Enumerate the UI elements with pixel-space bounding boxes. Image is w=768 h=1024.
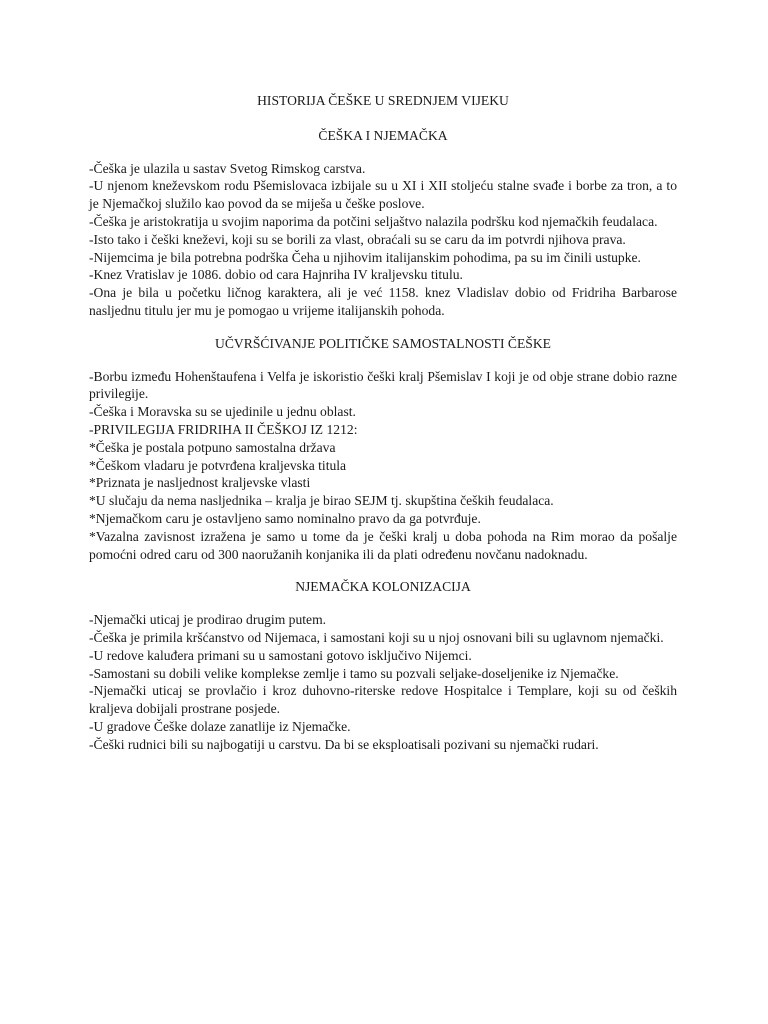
section-heading: UČVRŠĆIVANJE POLITIČKE SAMOSTALNOSTI ČEŠKE xyxy=(215,335,551,351)
paragraph: -Češka i Moravska su se ujedinile u jednu oblast. xyxy=(89,404,356,420)
document-title: HISTORIJA ČEŠKE U SREDNJEM VIJEKU xyxy=(257,93,509,108)
paragraph: -U njenom kneževskom rodu Pšemislovaca izbijale su u XI i XII stoljeću stalne svađe i borbe za tron, a to je Njemačkoj služilo kao povod da se miješa u češke poslove. xyxy=(89,178,677,212)
paragraph: -Češki rudnici bili su najbogatiji u carstvu. Da bi se eksploatisali pozivani su njemački rudari. xyxy=(89,736,599,752)
list-item: *Vazalna zavisnost izražena je samo u tome da je češki kralj u doba pohoda na Rim morao da pošalje pomoćni odred caru od 300 naoružanih konjanika ili da plati određenu novčanu nadoknadu. xyxy=(89,528,677,562)
section-ucvrscivanje xyxy=(89,335,677,564)
paragraph: -Ona je bila u početku ličnog karaktera, ali je već 1158. knez Vladislav dobio od Fridriha Barbarose nasljednu titulu jer mu je pomogao u vrijeme italijanskih pohoda. xyxy=(89,285,677,318)
section-njemacka-kolonizacija xyxy=(89,578,677,753)
list-item: *Priznata je nasljednost kraljevske vlasti xyxy=(89,475,311,491)
document-page xyxy=(89,92,677,769)
section-heading: ČEŠKA I NJEMAČKA xyxy=(318,127,448,143)
paragraph: -Češka je primila kršćanstvo od Nijemaca, i samostani koji su u njoj osnovani bili su uglavnom njemački. xyxy=(89,629,664,645)
paragraph: -Češka je ulazila u sastav Svetog Rimskog carstva. xyxy=(89,160,366,176)
paragraph: -Njemački uticaj se provlačio i kroz duhovno-riterske redove Hospitalce i Templare, koji su od čeških kraljeva dobijali prostrane posjede. xyxy=(89,683,677,717)
paragraph: -Knez Vratislav je 1086. dobio od cara Hajnriha IV kraljevsku titulu. xyxy=(89,267,463,283)
paragraph: -Nijemcima je bila potrebna podrška Čeha u njihovim italijanskim pohodima, pa su im činili ustupke. xyxy=(89,249,641,265)
list-item: *U slučaju da nema nasljednika – kralja je birao SEJM tj. skupština čeških feudalaca. xyxy=(89,493,554,509)
section-heading: NJEMAČKA KOLONIZACIJA xyxy=(295,579,471,595)
paragraph: -Borbu između Hohenštaufena i Velfa je iskoristio češki kralj Pšemislav I koji je od obje strane dobio razne privilegije. xyxy=(89,368,677,402)
paragraph: -Njemački uticaj je prodirao drugim putem. xyxy=(89,612,327,628)
paragraph: -Isto tako i češki kneževi, koji su se borili za vlast, obraćali su se caru da im potvrdi njihova prava. xyxy=(89,231,626,247)
section-ceska-i-njemacka xyxy=(89,127,677,320)
list-item: *Njemačkom caru je ostavljeno samo nominalno pravo da ga potvrđuje. xyxy=(89,510,481,526)
paragraph: -PRIVILEGIJA FRIDRIHA II ČEŠKOJ IZ 1212: xyxy=(89,421,358,437)
list-item: *Češka je postala potpuno samostalna država xyxy=(89,439,336,455)
paragraph: -U gradove Češke dolaze zanatlije iz Njemačke. xyxy=(89,718,351,734)
paragraph: -U redove kaluđera primani su u samostani gotovo isključivo Nijemci. xyxy=(89,647,472,663)
paragraph: -Češka je aristokratija u svojim naporima da potčini seljaštvo nalazila podršku kod njemačkih feudalaca. xyxy=(89,213,658,229)
paragraph: -Samostani su dobili velike komplekse zemlje i tamo su pozvali seljake-doseljenike iz Njemačke. xyxy=(89,665,619,681)
list-item: *Češkom vladaru je potvrđena kraljevska titula xyxy=(89,457,347,473)
